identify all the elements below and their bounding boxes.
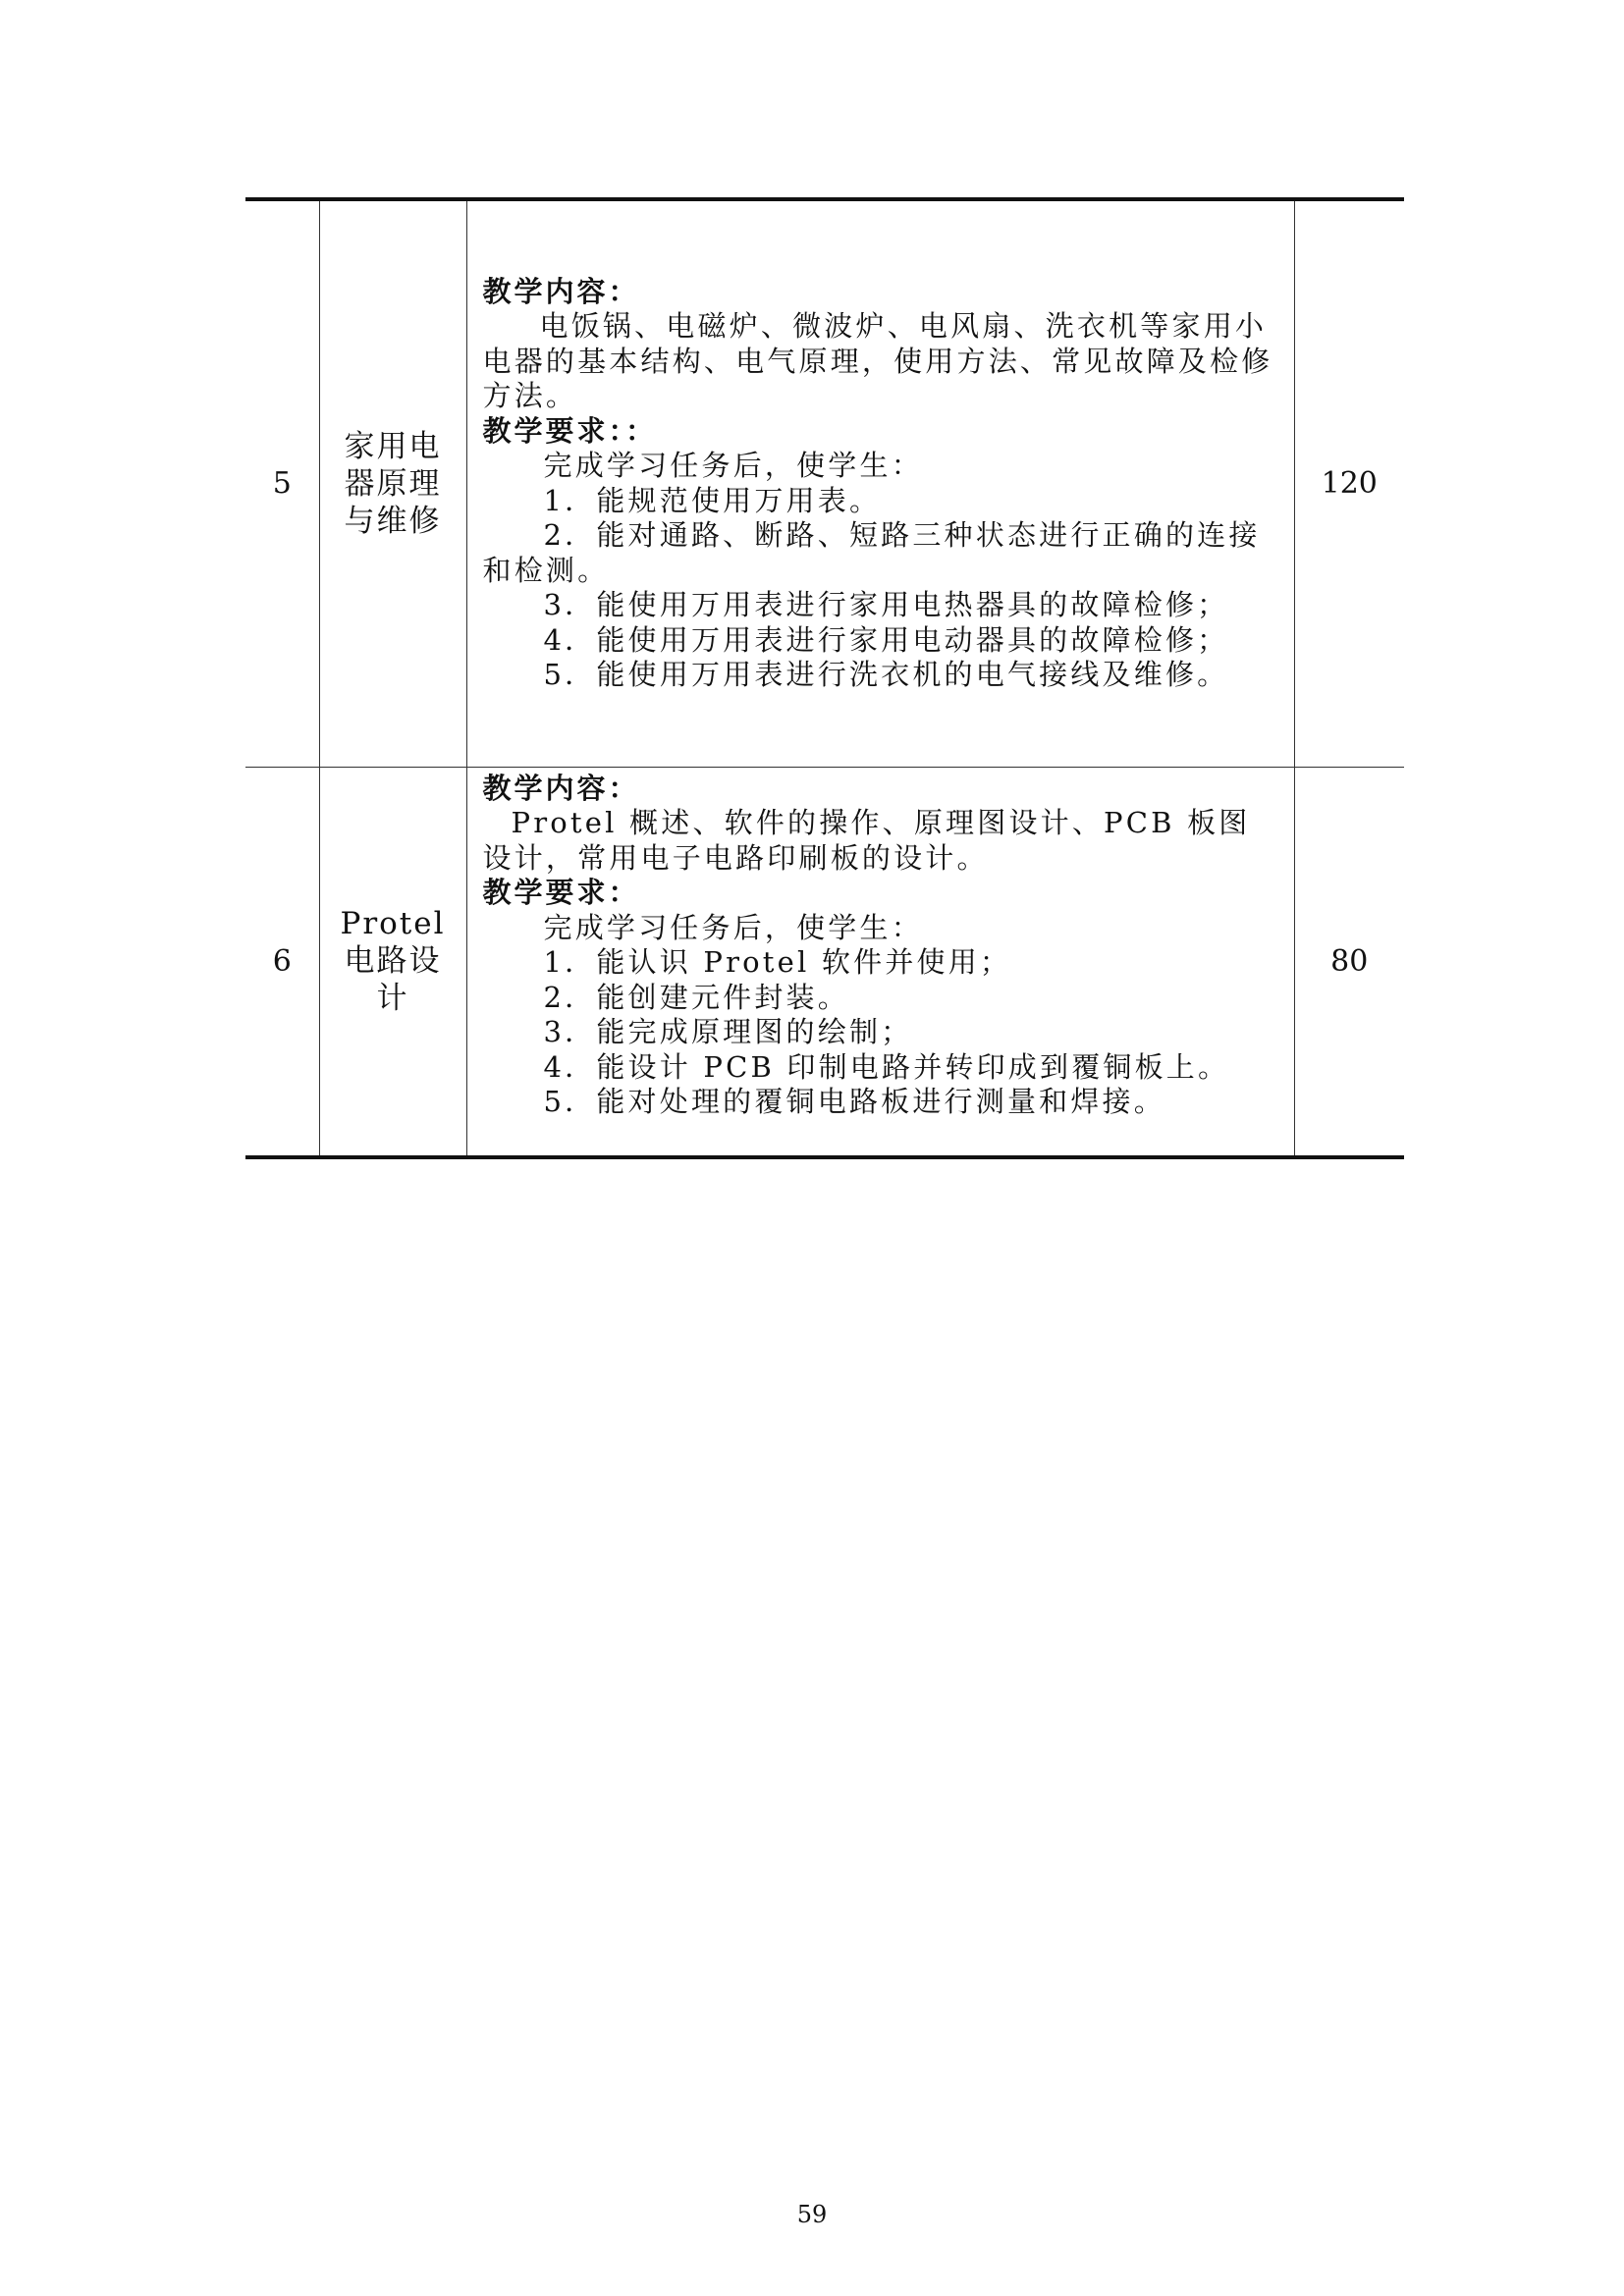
requirements-intro: 完成学习任务后，使学生： [543, 910, 923, 944]
requirement-item: 2．能对通路、断路、短路三种状态进行正确的连接和检测。 [482, 518, 1261, 587]
content-text: 电饭锅、电磁炉、微波炉、电风扇、洗衣机等家用小电器的基本结构、电气原理，使用方法、常见故障及检修方法。 [482, 309, 1273, 413]
course-name: Protel电路设计 [340, 906, 446, 1017]
requirement-item: 4．能设计 PCB 印制电路并转印成到覆铜板上。 [543, 1049, 1230, 1084]
table-row [245, 199, 1404, 767]
hours-cell: 80 [1294, 767, 1404, 1157]
hours-cell: 120 [1294, 199, 1404, 767]
content-heading: 教学内容： [482, 274, 640, 308]
row-number-cell: 5 [245, 199, 319, 767]
requirements-heading: 教学要求：： [482, 413, 658, 448]
requirement-item: 5．能对处理的覆铜电路板进行测量和焊接。 [543, 1085, 1165, 1118]
requirement-item: 1．能规范使用万用表。 [543, 483, 882, 517]
content-heading: 教学内容： [482, 771, 640, 805]
requirement-item: 5．能使用万用表进行洗衣机的电气接线及维修。 [543, 658, 1229, 692]
row-number-cell: 6 [245, 767, 319, 1157]
requirements-intro: 完成学习任务后，使学生： [543, 449, 923, 483]
course-name-cell [319, 199, 466, 767]
course-name-cell [319, 767, 466, 1157]
requirements-heading: 教学要求： [482, 876, 640, 909]
requirement-item: 4．能使用万用表进行家用电动器具的故障检修； [543, 622, 1229, 657]
requirement-item: 3．能使用万用表进行家用电热器具的故障检修； [543, 588, 1229, 622]
requirement-item: 1．能认识 Protel 软件并使用； [543, 945, 1012, 979]
requirement-item: 2．能创建元件封装。 [543, 980, 849, 1014]
content-text: Protel 概述、软件的操作、原理图设计、PCB 板图设计，常用电子电路印刷板的设计。 [482, 806, 1251, 875]
course-description-cell [466, 199, 1294, 767]
table-row [245, 767, 1404, 1157]
page-number: 59 [796, 2201, 828, 2228]
course-description-cell [466, 767, 1294, 1157]
requirement-item: 3．能完成原理图的绘制； [543, 1015, 913, 1048]
course-table [245, 197, 1404, 1159]
course-name: 家用电器原理与维修 [344, 428, 442, 539]
